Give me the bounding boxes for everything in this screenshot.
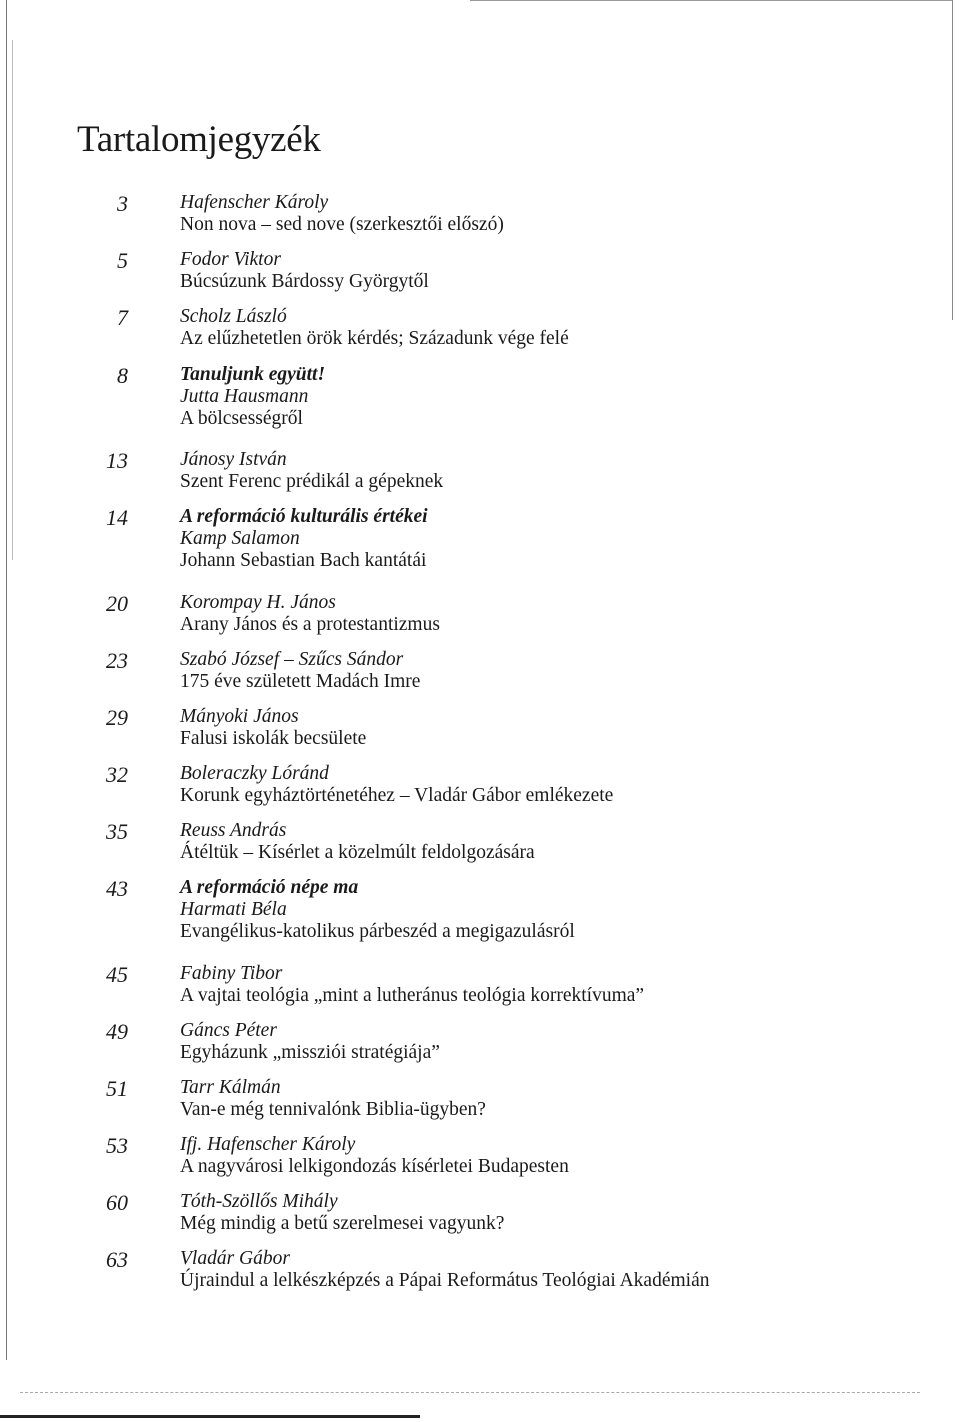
toc-page-number: 3 [117,191,128,216]
toc-article-title: Van-e még tennivalónk Biblia-ügyben? [180,1099,486,1120]
toc-article-title: Szent Ferenc prédikál a gépeknek [180,471,444,492]
toc-section-heading: A reformáció népe ma [180,877,359,898]
toc-author: Jutta Hausmann [180,386,309,407]
toc-entry-text [180,963,644,1007]
toc-page-number: 51 [106,1076,128,1101]
toc-page-number: 60 [106,1190,128,1215]
toc-entry-text [180,192,504,236]
toc-page-number: 43 [106,876,128,901]
toc-entry-text [180,706,366,750]
toc-author: Kamp Salamon [180,528,300,549]
toc-article-title: 175 éve született Madách Imre [180,671,421,692]
toc-author: Reuss András [180,820,287,841]
toc-entry-text [180,763,613,807]
toc-page-number: 13 [106,448,128,473]
toc-author: Gáncs Péter [180,1020,277,1041]
toc-entry-text [180,449,443,493]
toc-article-title: Az elűzhetetlen örök kérdés; Századunk vége felé [180,328,569,349]
toc-entry-text [180,306,569,350]
toc-page-number: 53 [106,1133,128,1158]
toc-page-number: 45 [106,962,128,987]
toc-article-title: Non nova – sed nove (szerkesztői előszó) [180,214,504,235]
toc-article-title: Még mindig a betű szerelmesei vagyunk? [180,1213,505,1234]
toc-entry-text [180,1248,709,1292]
toc-article-title: Átéltük – Kísérlet a közelmúlt feldolgozására [180,842,535,863]
toc-section-heading: Tanuljunk együtt! [180,364,326,385]
toc-page-number: 63 [106,1247,128,1272]
toc-article-title: Johann Sebastian Bach kantátái [180,550,427,571]
toc-page-number: 7 [117,305,128,330]
toc-author: Jánosy István [180,449,287,470]
toc-article-title: Evangélikus-katolikus párbeszéd a megigazulásról [180,921,575,942]
toc-author: Tóth-Szöllős Mihály [180,1191,338,1212]
toc-author: Fabiny Tibor [180,963,283,984]
toc-entry-text [180,1020,440,1064]
toc-article-title: A vajtai teológia „mint a lutheránus teológia korrektívuma” [180,985,645,1006]
toc-author: Tarr Kálmán [180,1077,281,1098]
toc-page-number: 14 [106,505,128,530]
toc-author: Mányoki János [180,706,299,727]
toc-author: Ifj. Hafenscher Károly [180,1134,356,1155]
toc-page-number: 20 [106,591,128,616]
toc-article-title: Arany János és a protestantizmus [180,614,440,635]
toc-page-number: 23 [106,648,128,673]
toc-page-number: 5 [117,248,128,273]
toc-article-title: Falusi iskolák becsülete [180,728,367,749]
toc-author: Korompay H. János [180,592,336,613]
toc-article-title: Búcsúzunk Bárdossy Györgytől [180,271,429,292]
toc-article-title: A nagyvárosi lelkigondozás kísérletei Budapesten [180,1156,569,1177]
toc-page-number: 35 [106,819,128,844]
toc-page-number: 29 [106,705,128,730]
toc-author: Szabó József – Szűcs Sándor [180,649,404,670]
toc-author: Hafenscher Károly [180,192,329,213]
toc-page-number: 32 [106,762,128,787]
toc-section-heading: A reformáció kulturális értékei [180,506,428,527]
toc-article-title: Korunk egyháztörténetéhez – Vladár Gábor emlékezete [180,785,614,806]
toc-author: Fodor Viktor [180,249,281,270]
toc-entry-text [180,649,420,693]
toc-entry-text [180,1077,486,1121]
toc-entry-text [180,1134,569,1178]
toc-entry-text [180,592,440,636]
scan-edge-top [470,0,952,1]
scan-dashed-line [20,1392,920,1394]
toc-entry-text [180,364,325,430]
toc-entry-text [180,877,575,943]
toc-author: Boleraczky Lóránd [180,763,329,784]
toc-article-title: A bölcsességről [180,408,303,429]
scan-edge-left-inner [12,40,13,560]
scan-edge-bottom [0,1415,420,1418]
toc-page-number: 8 [117,363,128,388]
toc-article-title: Újraindul a lelkészképzés a Pápai Református Teológiai Akadémián [180,1270,710,1291]
toc-page-number: 49 [106,1019,128,1044]
toc-entry-text [180,1191,504,1235]
scan-edge-right [952,0,953,320]
toc-author: Vladár Gábor [180,1248,290,1269]
toc-entry-text [180,249,429,293]
toc-article-title: Egyházunk „missziói stratégiája” [180,1042,440,1063]
toc-author: Harmati Béla [180,899,287,920]
page-title: Tartalomjegyzék [77,119,321,160]
scan-edge-left [6,0,7,1360]
toc-entry-text [180,506,428,572]
toc-entry-text [180,820,535,864]
toc-author: Scholz László [180,306,287,327]
